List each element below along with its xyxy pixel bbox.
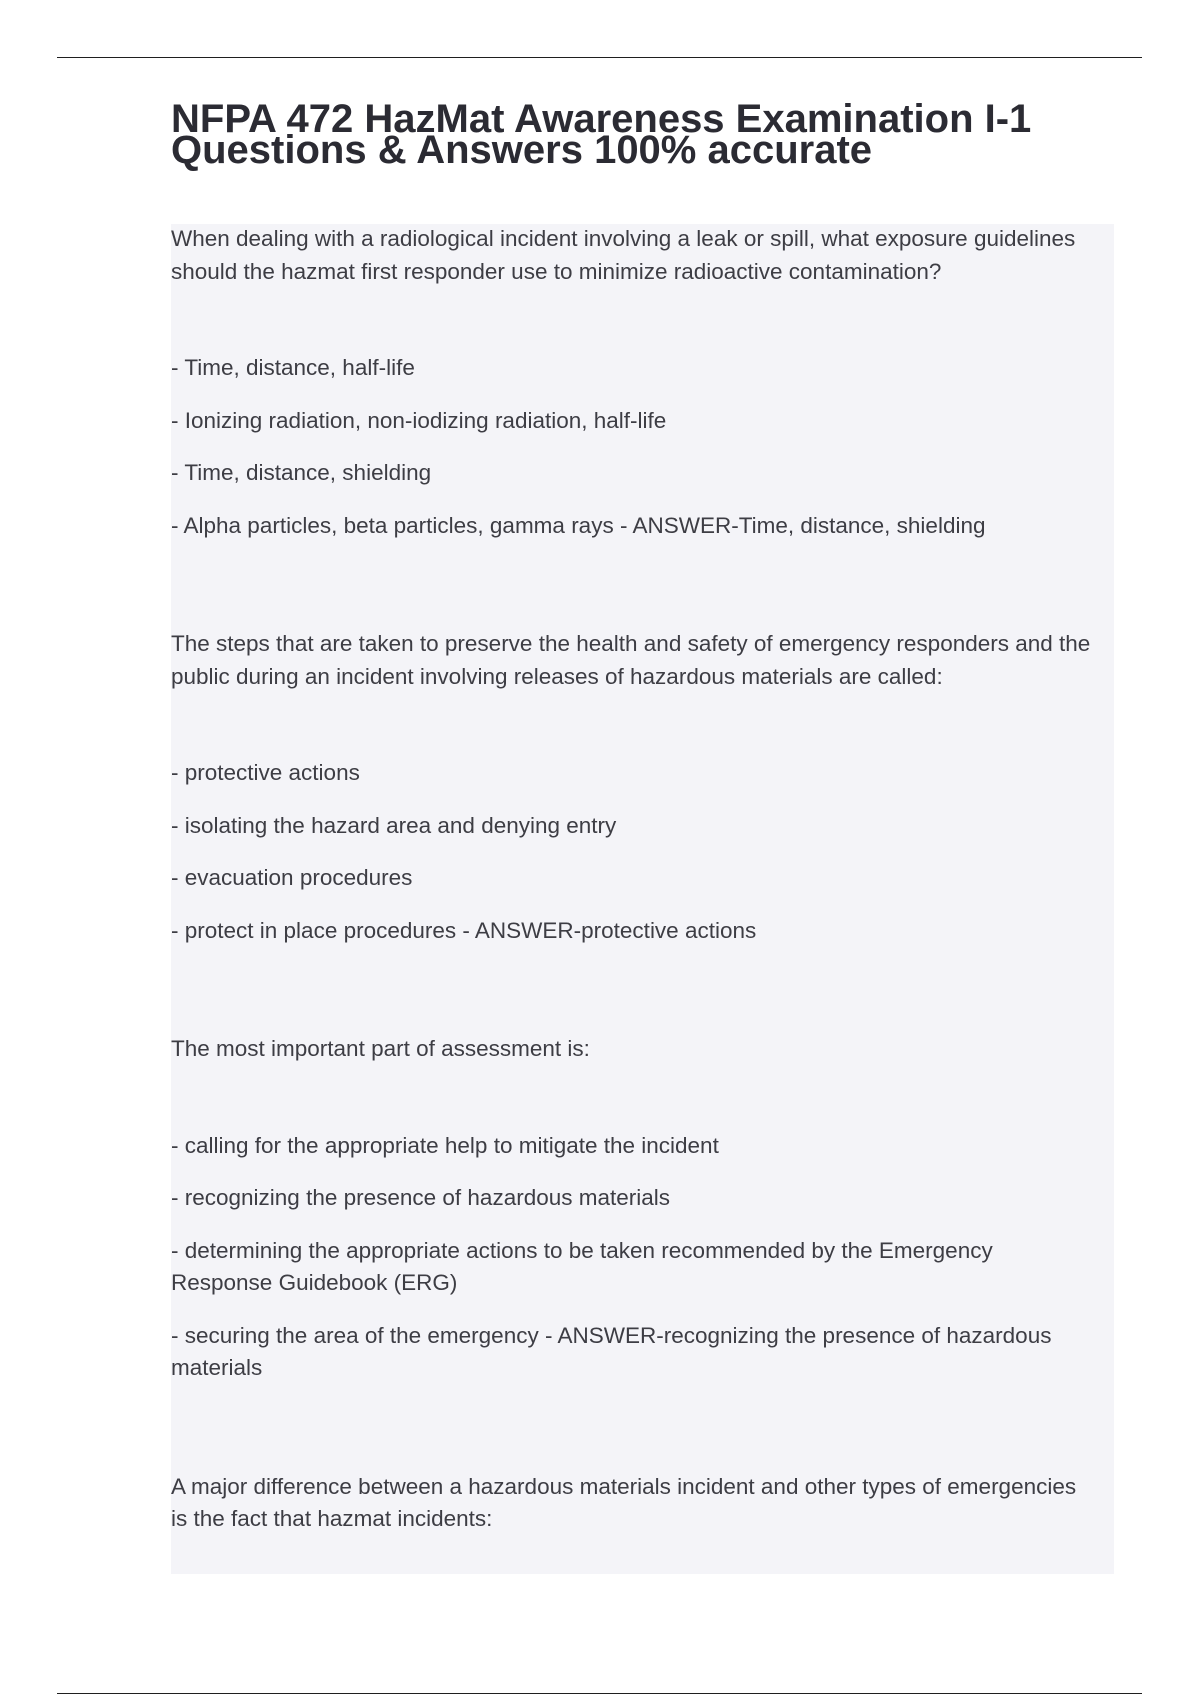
- question-block: [171, 1471, 1091, 1536]
- answer-option: - isolating the hazard area and denying entry: [171, 812, 617, 838]
- bottom-rule: [57, 1693, 1142, 1694]
- answer-option: - evacuation procedures: [171, 865, 413, 890]
- answer-option: - recognizing the presence of hazardous materials: [171, 1185, 671, 1210]
- question-text: A major difference between a hazardous materials incident and other types of emergencies is the fact that hazmat incidents:: [171, 1473, 1077, 1531]
- answer-option: - Ionizing radiation, non-iodizing radiation, half-life: [171, 407, 667, 433]
- question-block: [171, 223, 1091, 542]
- answer-option: - determining the appropriate actions to be taken recommended by the Emergency Response Guidebook (ERG): [171, 1237, 993, 1295]
- question-block: [171, 1033, 1091, 1385]
- question-block: [171, 628, 1091, 947]
- answer-option: - Time, distance, half-life: [171, 355, 415, 380]
- question-text: The steps that are taken to preserve the health and safety of emergency responders and the public during an incident involving releases of hazardous materials are called:: [171, 631, 1091, 689]
- question-text: When dealing with a radiological incident involving a leak or spill, what exposure guidelines should the hazmat first responder use to minimize radioactive contamination?: [171, 226, 1076, 284]
- answer-option: - protective actions: [171, 760, 360, 785]
- top-rule: [57, 57, 1142, 58]
- answer-option: - Alpha particles, beta particles, gamma rays - ANSWER-Time, distance, shielding: [171, 512, 986, 538]
- document-title: NFPA 472 HazMat Awareness Examination I-1 Questions & Answers 100% accurate: [171, 97, 1032, 172]
- qa-content: [171, 223, 1091, 1536]
- answer-option: - Time, distance, shielding: [171, 460, 432, 485]
- question-text: The most important part of assessment is:: [171, 1036, 590, 1061]
- answer-option: - protect in place procedures - ANSWER-protective actions: [171, 917, 757, 943]
- answer-option: - calling for the appropriate help to mitigate the incident: [171, 1132, 719, 1158]
- answer-option: - securing the area of the emergency - ANSWER-recognizing the presence of hazardous materials: [171, 1322, 1052, 1380]
